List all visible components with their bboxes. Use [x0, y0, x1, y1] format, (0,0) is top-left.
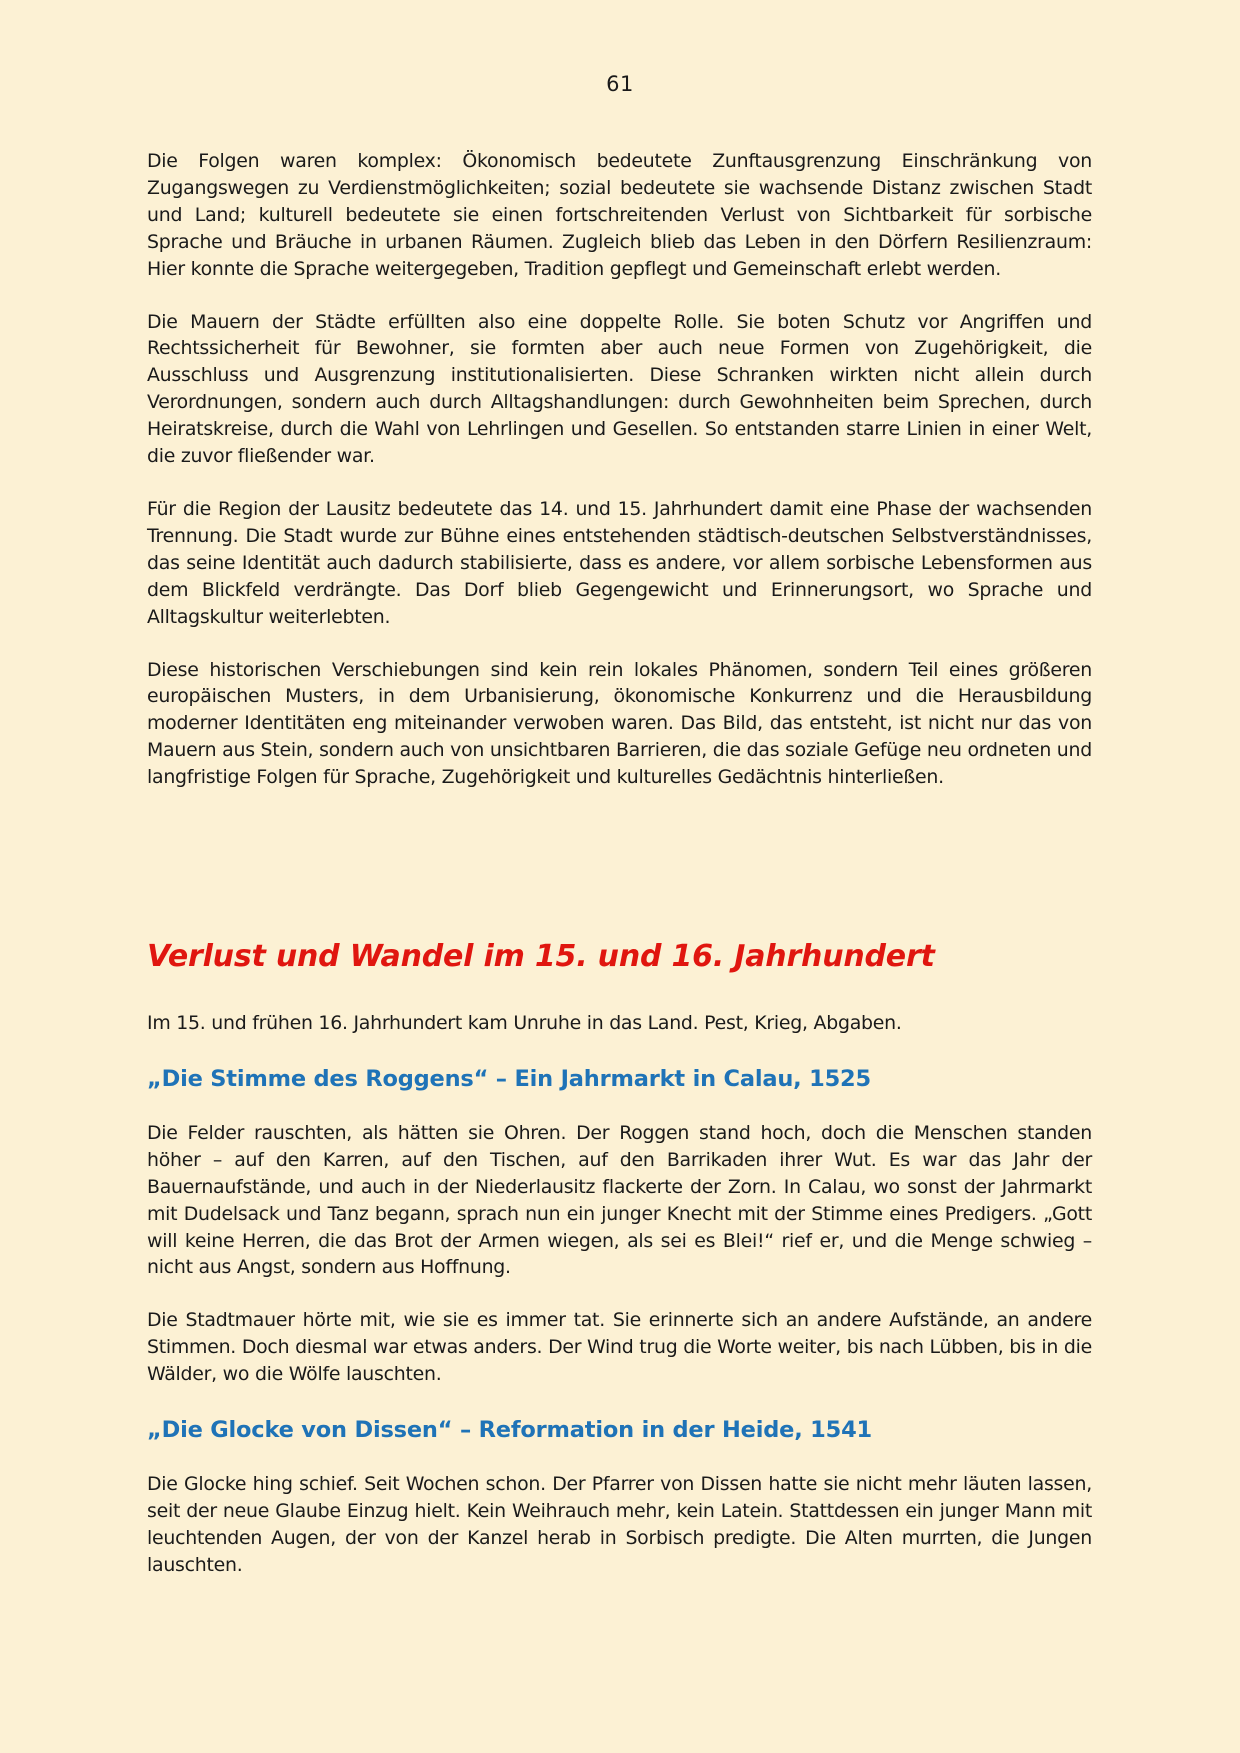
intro-paragraph-2: Die Mauern der Städte erfüllten also eine doppelte Rolle. Sie boten Schutz vor Angriffen und Rechtssicherheit für Bewohner, sie formten aber auch neue Formen von Zugehörigkeit, die Ausschluss und Ausgrenzung institutionalisierten. Diese Schranken wirkten nicht allein durch Verordnungen, sondern auch durch Alltagshandlungen: durch Gewohnheiten beim Sprechen, durch Heiratskreise, durch die Wahl von Lehrlingen und Gesellen. So entstanden starre Linien in einer Welt, die zuvor fließender war.	[147, 310, 1092, 468]
intro-paragraph-3: Für die Region der Lausitz bedeutete das 14. und 15. Jahrhundert damit eine Phase der wachsenden Trennung. Die Stadt wurde zur Bühne eines entstehenden städtisch-deutschen Selbstverständnisses, das seine Identität auch dadurch stabilisierte, dass es andere, vor allem sorbische Lebensformen aus dem Blickfeld verdrängte. Das Dorf blieb Gegengewicht und Erinnerungsort, wo Sprache und Alltagskultur weiterlebten.	[147, 497, 1092, 628]
intro-paragraph-4: Diese historischen Verschiebungen sind kein rein lokales Phänomen, sondern Teil eines größeren europäischen Musters, in dem Urbanisierung, ökonomische Konkurrenz und die Herausbildung moderner Identitäten eng miteinander verwoben waren. Das Bild, das entsteht, ist nicht nur das von Mauern aus Stein, sondern auch von unsichtbaren Barrieren, die das soziale Gefüge neu ordneten und langfristige Folgen für Sprache, Zugehörigkeit und kulturelles Gedächtnis hinterließen.	[147, 658, 1092, 789]
page-number: 61	[606, 72, 634, 96]
story-title-dissen: „Die Glocke von Dissen“ – Reformation in der Heide, 1541	[147, 1417, 872, 1444]
chapter-title: Verlust und Wandel im 15. und 16. Jahrhundert	[147, 939, 935, 974]
story-title-calau: „Die Stimme des Roggens“ – Ein Jahrmarkt in Calau, 1525	[147, 1065, 871, 1092]
chapter-section	[147, 1010, 1092, 1579]
chapter-lead: Im 15. und frühen 16. Jahrhundert kam Unruhe in das Land. Pest, Krieg, Abgaben.	[147, 1012, 902, 1034]
story-calau-paragraph-2: Die Stadtmauer hörte mit, wie sie es immer tat. Sie erinnerte sich an andere Aufstände, an andere Stimmen. Doch diesmal war etwas anders. Der Wind trug die Worte weiter, bis nach Lübben, bis in die Wälder, wo die Wölfe lauschten.	[147, 1309, 1092, 1386]
intro-paragraph-1: Die Folgen waren komplex: Ökonomisch bedeutete Zunftausgrenzung Einschränkung von Zugangswegen zu Verdienstmöglichkeiten; sozial bedeutete sie wachsende Distanz zwischen Stadt und Land; kulturell bedeutete sie einen fortschreitenden Verlust von Sichtbarkeit für sorbische Sprache und Bräuche in urbanen Räumen. Zugleich blieb das Leben in den Dörfern Resilienzraum: Hier konnte die Sprache weitergegeben, Tradition gepflegt und Gemeinschaft erlebt werden.	[147, 150, 1092, 280]
story-calau-paragraph-1: Die Felder rauschten, als hätten sie Ohren. Der Roggen stand hoch, doch die Menschen standen höher – auf den Karren, auf den Tischen, auf den Barrikaden ihrer Wut. Es war das Jahr der Bauernaufstände, und auch in der Niederlausitz flackerte der Zorn. In Calau, wo sonst der Jahrmarkt mit Dudelsack und Tanz begann, sprach nun ein junger Knecht mit der Stimme eines Predigers. „Gott will keine Herren, die das Brot der Armen wiegen, als sei es Blei!“ rief er, und die Menge schwieg – nicht aus Angst, sondern aus Hoffnung.	[147, 1121, 1092, 1279]
story-dissen-paragraph-1: Die Glocke hing schief. Seit Wochen schon. Der Pfarrer von Dissen hatte sie nicht mehr läuten lassen, seit der neue Glaube Einzug hielt. Kein Weihrauch mehr, kein Latein. Stattdessen ein junger Mann mit leuchtenden Augen, der von der Kanzel herab in Sorbisch predigte. Die Alten murrten, die Jungen lauschten.	[147, 1473, 1092, 1576]
intro-section	[147, 148, 1092, 791]
